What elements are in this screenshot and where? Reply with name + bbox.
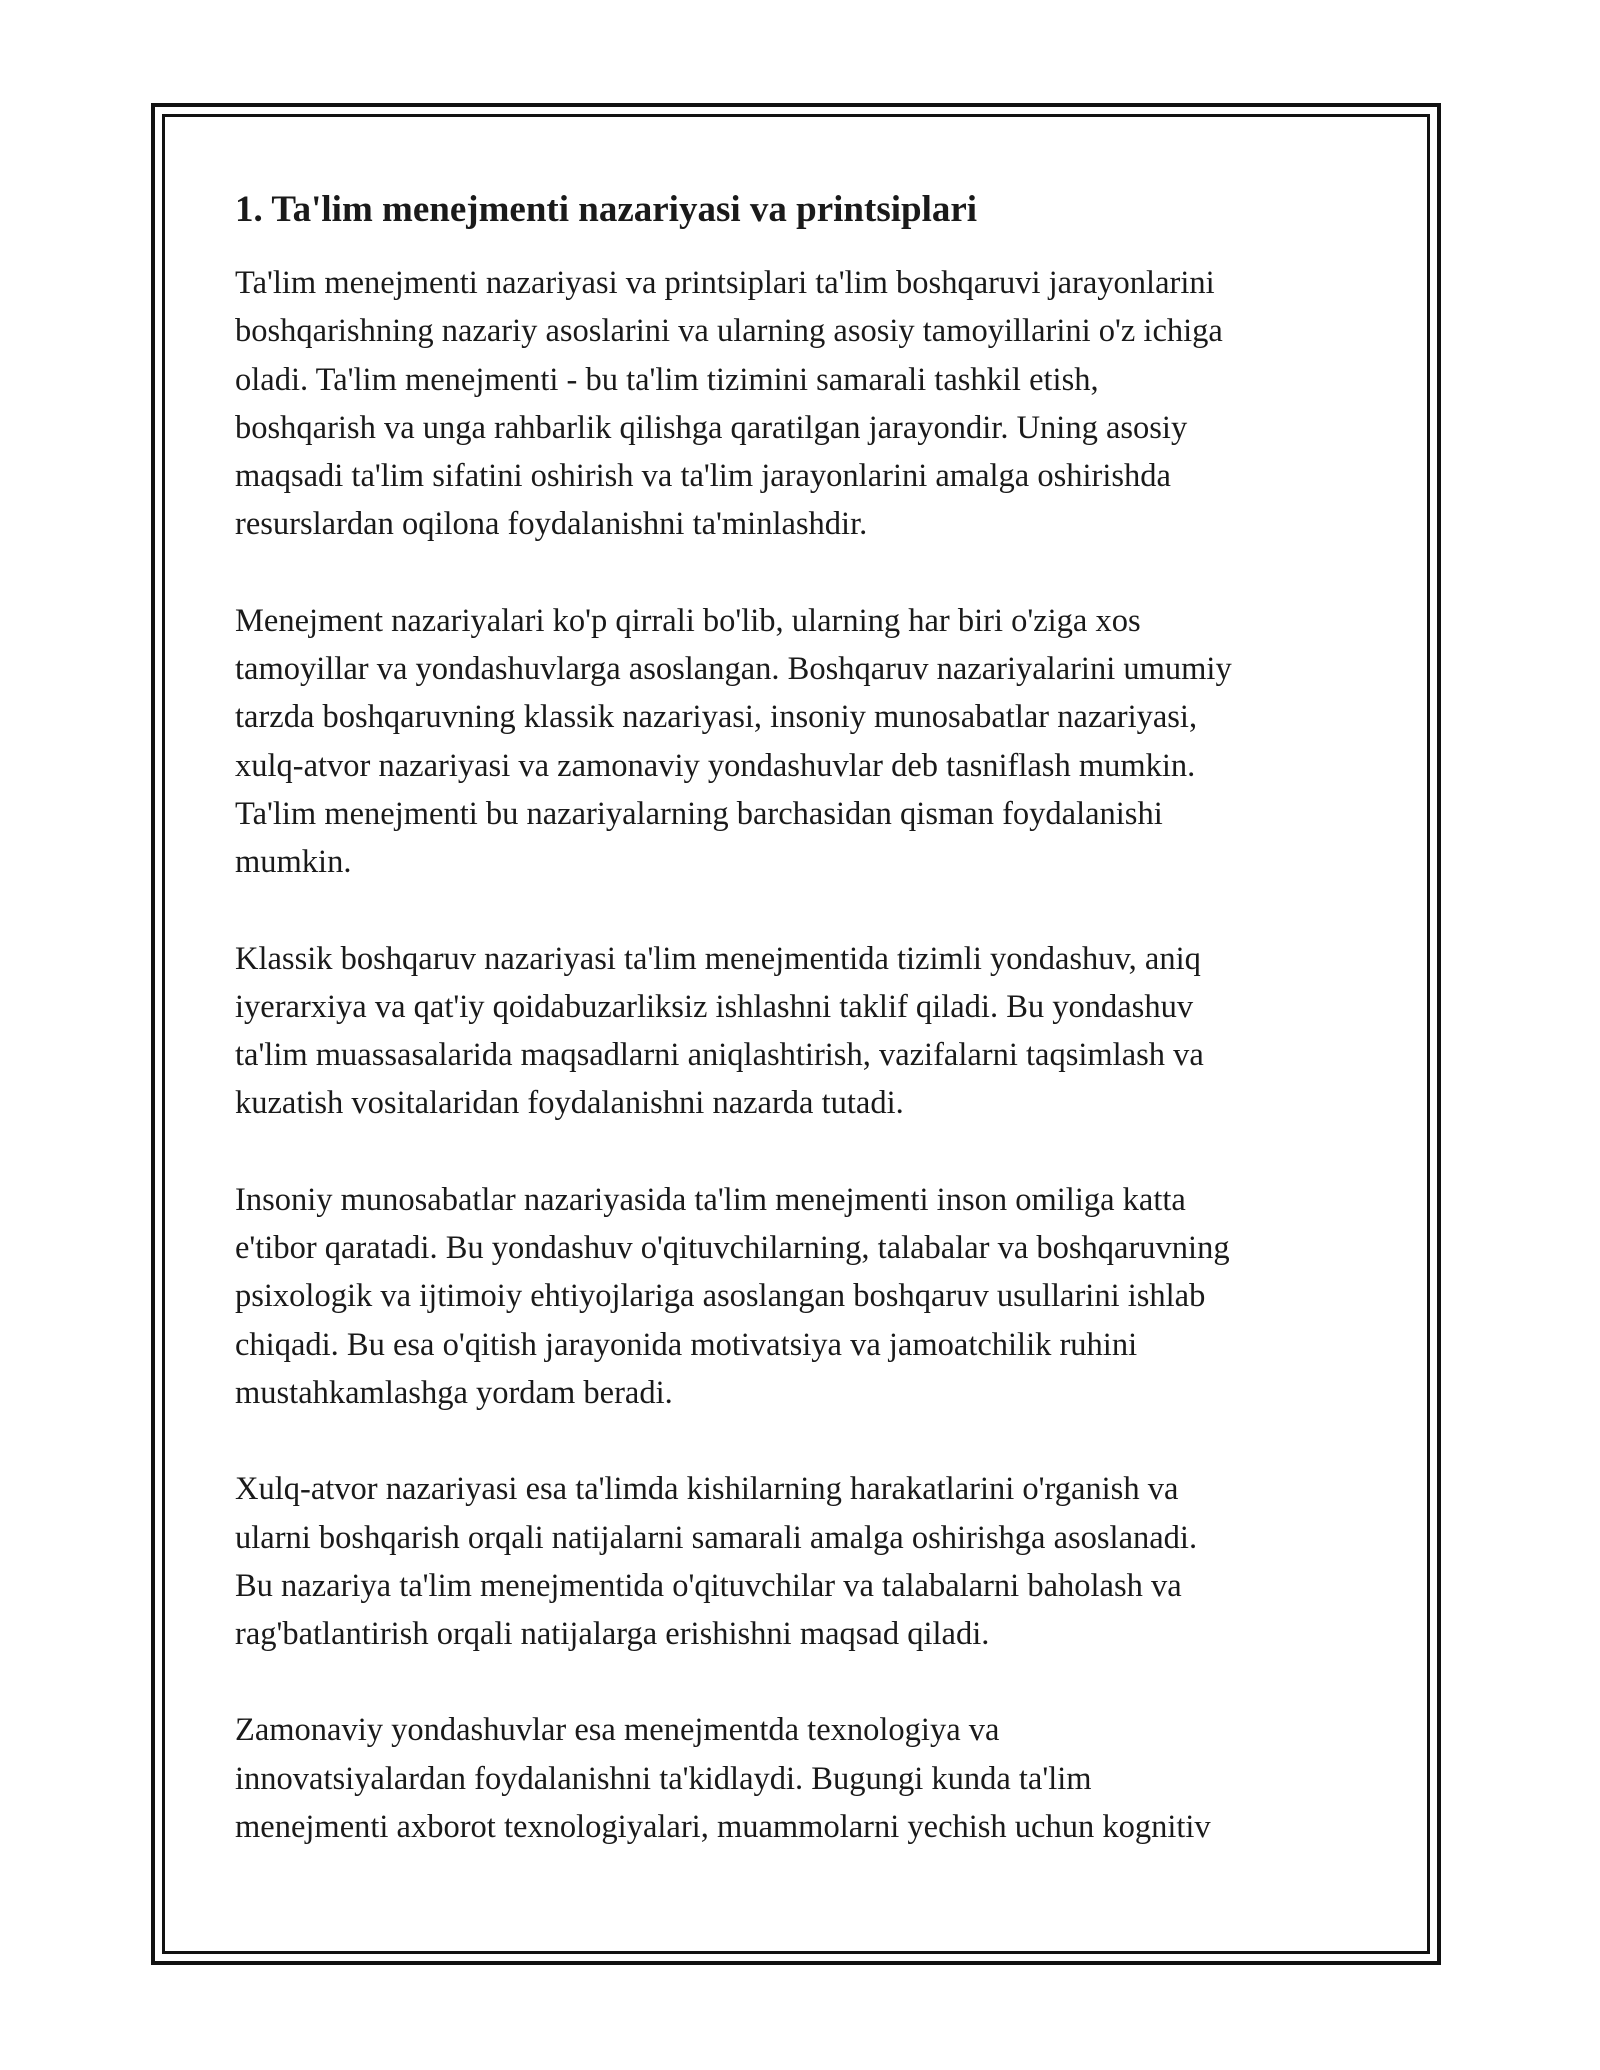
paragraph-classic-theory: Klassik boshqaruv nazariyasi ta'lim menejmentida tizimli yondashuv, aniq iyerarxiya va qat'iy qoidabuzarliksiz ishlashni taklif qiladi. Bu yondashuv ta'lim muassasalarida maqsadlarni aniqlashtirish, vazifalarni taqsimlash va kuzatish vositalaridan foydalanishni nazarda tutadi. (235, 940, 1204, 1122)
paragraph-behavioral-theory: Xulq-atvor nazariyasi esa ta'limda kishilarning harakatlarini o'rganish va ularni boshqarish orqali natijalarni samarali amalga oshirishga asoslanadi. Bu nazariya ta'lim menejmentida o'qituvchilar va talabalarni baholash va rag'batlantirish orqali natijalarga erishishni maqsad qiladi. (235, 1471, 1198, 1653)
paragraph-modern-approaches: Zamonaviy yondashuvlar esa menejmentda texnologiya va innovatsiyalardan foydalanishni ta'kidlaydi. Bugungi kunda ta'lim menejmenti axborot texnologiyalari, muammolarni yechish uchun kognitiv (235, 1712, 1211, 1846)
paragraph-intro: Ta'lim menejmenti nazariyasi va printsiplari ta'lim boshqaruvi jarayonlarini boshqarishning nazariy asoslarini va ularning asosiy tamoyillarini o'z ichiga oladi. Ta'lim menejmenti - bu ta'lim tizimini samarali tashkil etish, boshqarish va unga rahbarlik qilishga qaratilgan jarayondir. Uning asosiy maqsadi ta'lim sifatini oshirish va ta'lim jarayonlarini amalga oshirishda resurslardan oqilona foydalanishni ta'minlashdir. (235, 265, 1223, 543)
paragraph-management-theories: Menejment nazariyalari ko'p qirrali bo'lib, ularning har biri o'ziga xos tamoyillar va yondashuvlarga asoslangan. Boshqaruv nazariyalarini umumiy tarzda boshqaruvning klassik nazariyasi, insoniy munosabatlar nazariyasi, xulq-atvor nazariyasi va zamonaviy yondashuvlar deb tasniflash mumkin. Ta'lim menejmenti bu nazariyalarning barchasidan qisman foydalanishi mumkin. (235, 602, 1232, 881)
paragraph-human-relations-theory: Insoniy munosabatlar nazariyasida ta'lim menejmenti inson omiliga katta e'tibor qaratadi. Bu yondashuv o'qituvchilarning, talabalar va boshqaruvning psixologik va ijtimoiy ehtiyojlariga asoslangan boshqaruv usullarini ishlab chiqadi. Bu esa o'qitish jarayonida motivatsiya va jamoatchilik ruhini mustahkamlashga yordam beradi. (235, 1181, 1230, 1411)
document-body (235, 185, 1365, 1899)
section-heading: 1. Ta'lim menejmenti nazariyasi va printsiplari (235, 189, 978, 230)
